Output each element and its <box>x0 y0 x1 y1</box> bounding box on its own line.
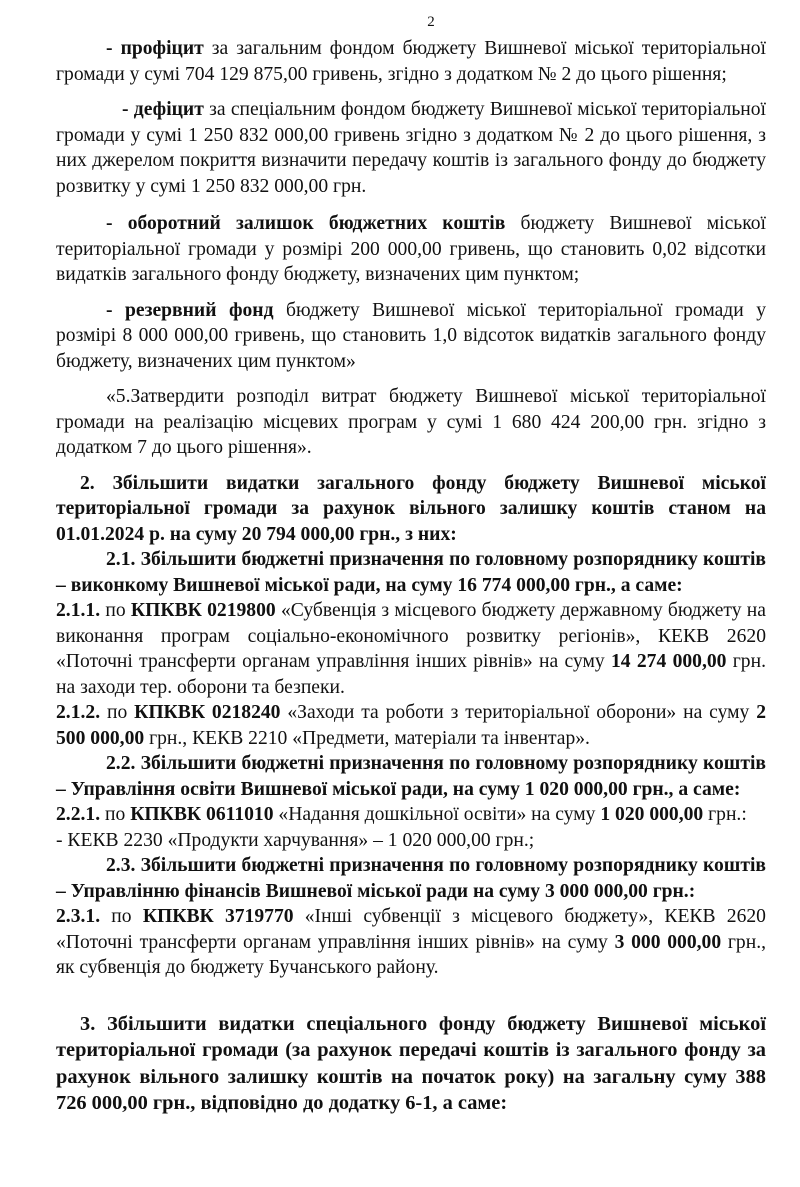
section2-3-1: 2.3.1. по КПКВК 3719770 «Інші субвенції з місцевого бюджету», КЕКВ 2620 «Поточні трансферти органам управління інших рівнів» на суму 3 000 000,00 грн., як субвенція до бюджету Бучанського району. <box>56 906 767 978</box>
paragraph-item5: «5.Затвердити розподіл витрат бюджету Вишневої міської територіальної громади на реалізацію місцевих програм у сумі 1 680 424 200,00 грн. згідно з додатком 7 до цього рішення». <box>56 386 766 458</box>
proficit-text: за загальним фондом бюджету Вишневої міської територіальної громади у сумі 704 129 875,00 гривень, згідно з додатком № 2 до цього рішення; <box>56 38 766 85</box>
deficit-text: за спеціальним фондом бюджету Вишневої міської територіальної громади у сумі 1 250 832 000,00 гривень згідно з додатком № 2 до цього рішення, з них джерелом покриття визначити передачу коштів із загального фонду до бюджету розвитку у сумі 1 250 832 000,00 грн. <box>56 99 767 197</box>
term-reserve: - резервний фонд <box>106 299 274 321</box>
section2-1-1: 2.1.1. по КПКВК 0219800 «Субвенція з місцевого бюджету державному бюджету на виконання програм соціально-економічного розвитку регіонів», КЕКВ 2620 «Поточні трансферти органам управління інших рівнів» на суму 14 274 000,00 грн. на заходи тер. оборони та безпеки. <box>56 600 766 698</box>
term-balance: - оборотний залишок бюджетних коштів <box>106 213 506 234</box>
amount: 14 274 000,00 <box>610 651 727 672</box>
section2-1-2: 2.1.2. по КПКВК 0218240 «Заходи та роботи з територіальної оборони» на суму 2 500 000,00 грн., КЕКВ 2210 «Предмети, матеріали та інвентар». <box>56 702 766 749</box>
section2-heading: 2. Збільшити видатки загального фонду бюджету Вишневої міської територіальної громади за рахунок вільного залишку коштів станом на 01.01.2024 р. на суму 20 794 000,00 грн., з них: <box>56 472 766 545</box>
section2-2: 2.2. Збільшити бюджетні призначення по головному розпоряднику коштів – Управління освіти Вишневої міської ради, на суму 1 020 000,00 грн., а саме: <box>56 753 766 800</box>
kpkvk-code: КПКВК 0219800 <box>130 600 276 621</box>
section3-heading: 3. Збільшити видатки спеціального фонду бюджету Вишневої міської територіальної громади (за рахунок передачі коштів із загального фонду за рахунок вільного залишку коштів на початок року) на загальну суму 388 726 000,00 грн., відповідно до додатку 6-1, а саме: <box>56 1012 766 1114</box>
kpkvk-code: КПКВК 0218240 <box>134 702 281 723</box>
balance-text: бюджету Вишневої міської територіальної громади у розмірі 200 000,00 гривень, що становить 0,02 відсотки видатків загального фонду бюджету, визначених цим пунктом; <box>56 213 766 285</box>
paragraph-deficit <box>56 97 766 199</box>
reserve-text: бюджету Вишневої міської територіальної громади у розмірі 8 000 000,00 гривень, що становить 1,0 відсоток видатків загального фонду бюджету, визначених цим пунктом» <box>56 299 767 372</box>
term-deficit: - дефіцит <box>122 99 204 120</box>
kpkvk-code: КПКВК 3719770 <box>142 906 294 927</box>
term-proficit: - профіцит <box>106 38 204 59</box>
amount: 1 020 000,00 <box>600 804 704 825</box>
paragraph-balance <box>56 211 766 288</box>
section2-2-1-line: - КЕКВ 2230 «Продукти харчування» – 1 020 000,00 грн.; <box>56 829 535 851</box>
section2-2-1: 2.2.1. по КПКВК 0611010 «Надання дошкільної освіти» на суму 1 020 000,00 грн.: <box>56 804 747 825</box>
section2-3: 2.3. Збільшити бюджетні призначення по головному розпоряднику коштів – Управлінню фінансів Вишневої міської ради на суму 3 000 000,00 грн.: <box>56 855 766 902</box>
paragraph-reserve <box>56 298 766 375</box>
page-number: 2 <box>427 14 435 30</box>
paragraph-proficit <box>56 36 766 87</box>
kpkvk-code: КПКВК 0611010 <box>130 804 274 825</box>
amount: 2 500 000,00 <box>56 702 766 749</box>
section2-1: 2.1. Збільшити бюджетні призначення по головному розпоряднику коштів – виконкому Вишневої міської ради, на суму 16 774 000,00 грн., а саме: <box>56 549 766 596</box>
amount: 3 000 000,00 <box>614 931 722 953</box>
